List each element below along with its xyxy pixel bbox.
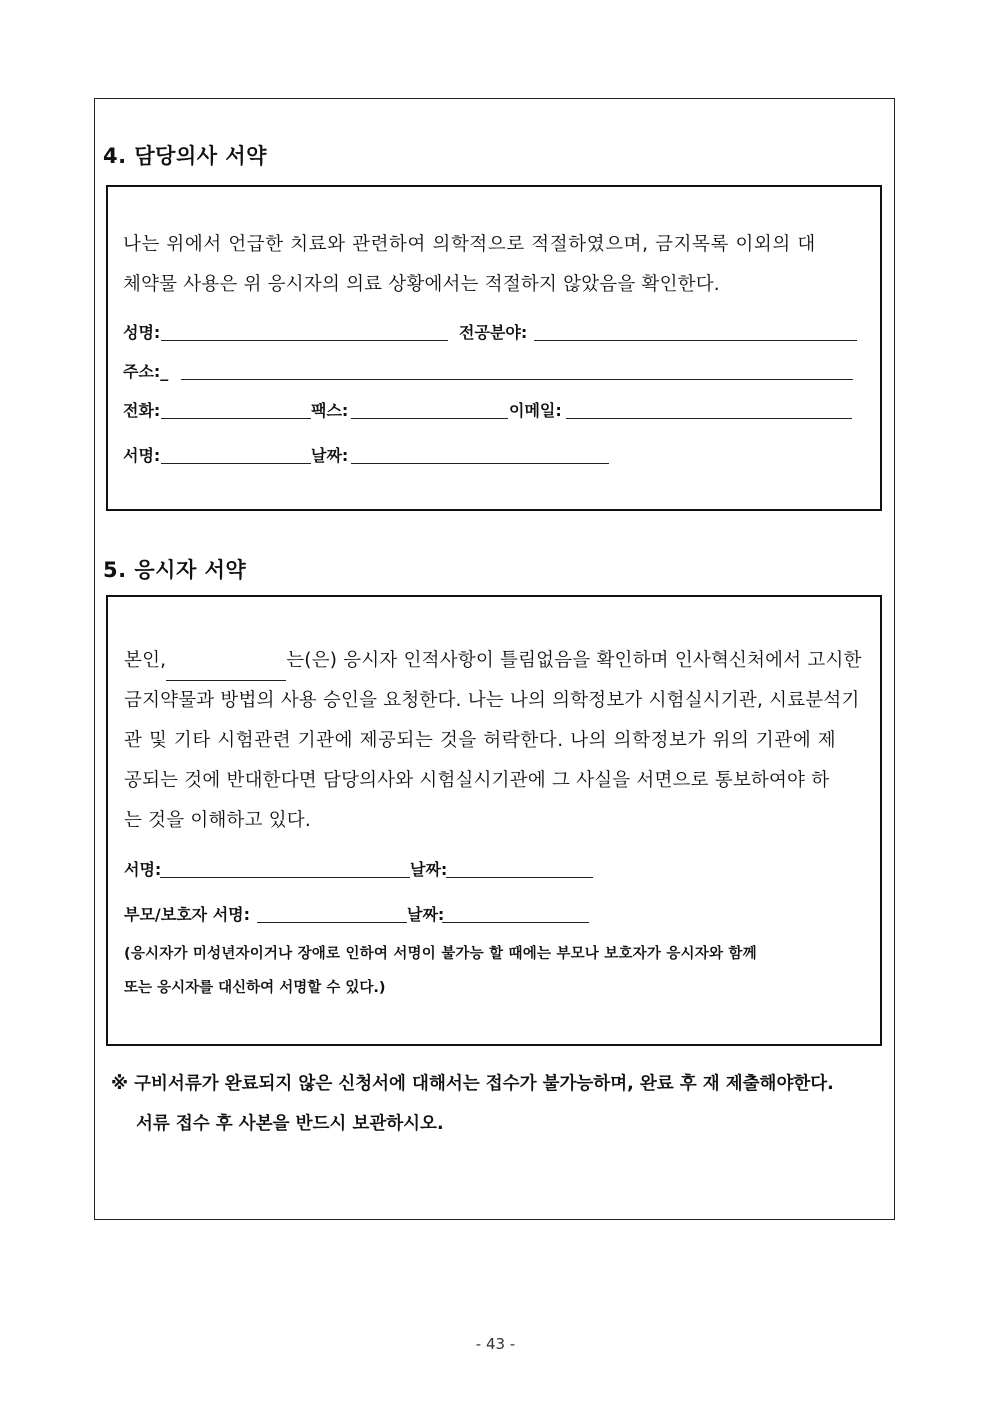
guardian-date-field[interactable]: [442, 922, 589, 923]
applicant-signature-row: [124, 857, 864, 879]
applicant-declaration-line-5: 는 것을 이해하고 있다.: [124, 810, 311, 831]
doctor-email-label: 이메일:: [509, 401, 562, 420]
applicant-signature-label: 서명:: [124, 860, 162, 879]
page-number: - 43 -: [475, 1335, 516, 1353]
guardian-signature-label: 부모/보호자 서명:: [124, 905, 251, 924]
guardian-signature-field[interactable]: [257, 922, 407, 923]
applicant-declaration-line-3: 관 및 기타 시험관련 기관에 제공되는 것을 허락한다. 나의 의학정보가 위의 기관에 제: [124, 730, 837, 751]
applicant-suffix: 는(은) 응시자 인적사항이 틀림없음을 확인하며 인사혁신처에서 고시한: [286, 650, 862, 671]
guardian-date-label: 날짜:: [407, 905, 445, 924]
doctor-declaration-line-1: 나는 위에서 언급한 치료와 관련하여 의학적으로 적절하였으며, 금지목록 이외의 대: [123, 234, 816, 255]
doctor-address-row: [123, 359, 863, 381]
notice-line-2: 서류 접수 후 사본을 반드시 보관하시오.: [136, 1114, 444, 1134]
doctor-signature-label: 서명:: [123, 446, 161, 465]
doctor-specialty-label: 전공분야:: [459, 323, 528, 342]
doctor-fax-field[interactable]: [351, 418, 508, 419]
section5-heading: 5. 응시자 서약: [103, 558, 247, 582]
doctor-contact-row: [123, 398, 863, 420]
applicant-declaration-line-4: 공되는 것에 반대한다면 담당의사와 시험실시기관에 그 사실을 서면으로 통보하여야 하: [124, 770, 830, 791]
applicant-name-field[interactable]: [166, 658, 286, 681]
doctor-specialty-field[interactable]: [534, 340, 857, 341]
guardian-note-line-1: (응시자가 미성년자이거나 장애로 인하여 서명이 불가능 할 때에는 부모나 보호자가 응시자와 함께: [124, 946, 757, 962]
doctor-declaration-line-2: 체약물 사용은 위 응시자의 의료 상황에서는 적절하지 않았음을 확인한다.: [123, 274, 720, 295]
applicant-date-label: 날짜:: [410, 860, 448, 879]
applicant-prefix: 본인,: [124, 650, 167, 671]
applicant-signature-field[interactable]: [160, 877, 410, 878]
doctor-declaration-text: [123, 225, 868, 305]
doctor-name-field[interactable]: [161, 340, 448, 341]
applicant-declaration-line-2: 금지약물과 방법의 사용 승인을 요청한다. 나는 나의 의학정보가 시험실시기관, 시료분석기: [124, 690, 860, 711]
doctor-phone-label: 전화:: [123, 401, 161, 420]
applicant-declaration-line-1: [124, 641, 869, 681]
doctor-date-field[interactable]: [351, 463, 609, 464]
applicant-date-field[interactable]: [446, 877, 593, 878]
doctor-signature-field[interactable]: [161, 463, 311, 464]
doctor-email-field[interactable]: [566, 418, 852, 419]
notice-line-1: ※ 구비서류가 완료되지 않은 신청서에 대해서는 접수가 불가능하며, 완료 후 재 제출해야한다.: [111, 1074, 834, 1094]
doctor-date-label: 날짜:: [311, 446, 349, 465]
section4-heading: 4. 담당의사 서약: [103, 144, 267, 168]
doctor-fax-label: 팩스:: [311, 401, 349, 420]
guardian-note: [124, 937, 869, 1005]
doctor-name-label: 성명:: [123, 323, 161, 342]
applicant-declaration-text: [124, 641, 869, 841]
doctor-signature-row: [123, 443, 863, 465]
guardian-note-line-2: 또는 응시자를 대신하여 서명할 수 있다.): [124, 980, 386, 996]
doctor-name-row: [123, 320, 863, 342]
doctor-address-field[interactable]: [181, 379, 853, 380]
guardian-signature-row: [124, 902, 864, 924]
doctor-address-label: 주소:_: [123, 362, 169, 381]
doctor-phone-field[interactable]: [161, 418, 311, 419]
